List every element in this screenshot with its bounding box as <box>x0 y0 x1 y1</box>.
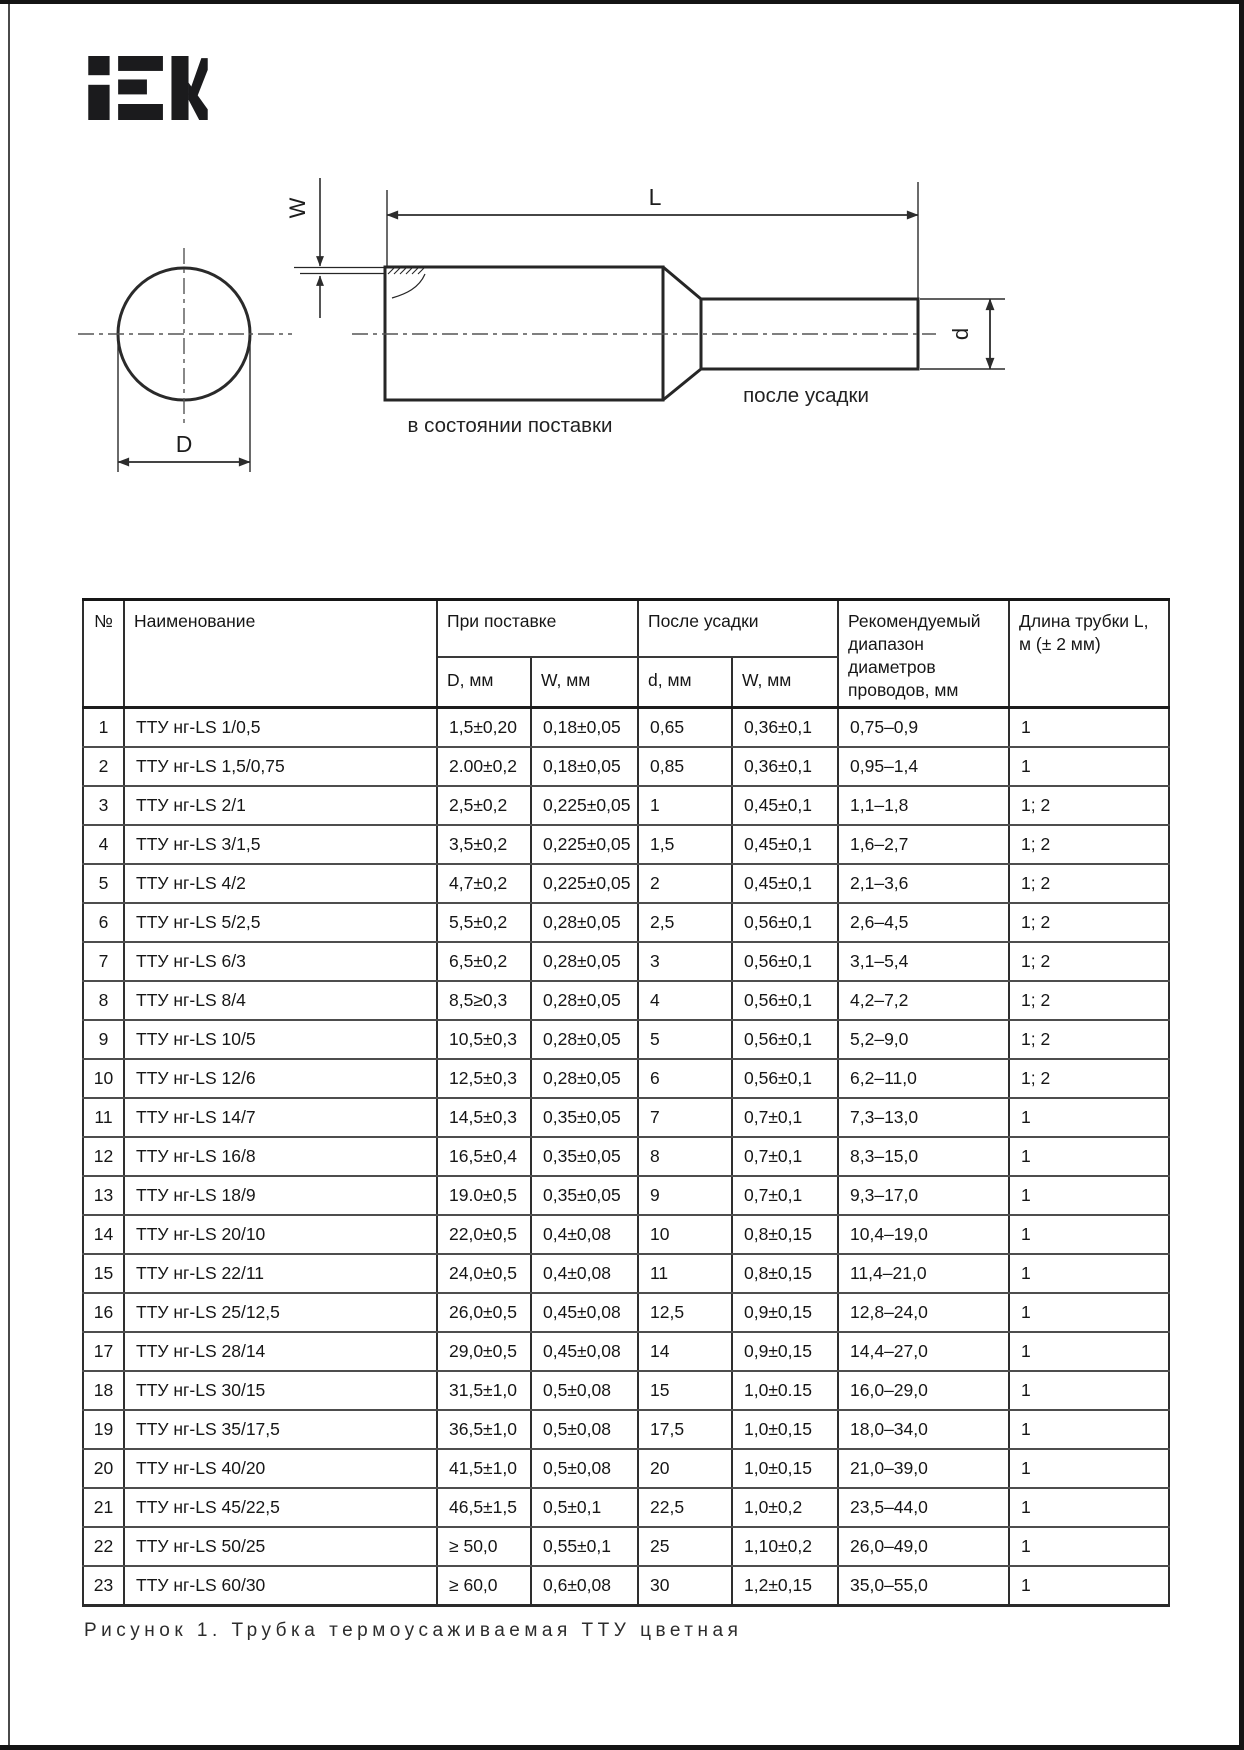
page-frame-bottom <box>0 1745 1244 1750</box>
cell-length: 1 <box>1009 1527 1169 1566</box>
table-row <box>83 1410 1169 1449</box>
col-header-after-group: После усадки <box>638 600 838 658</box>
tube-after-shrink <box>663 267 918 400</box>
table-row <box>83 1098 1169 1137</box>
cell-length: 1; 2 <box>1009 1020 1169 1059</box>
col-header-D-supply: D, мм <box>437 657 531 707</box>
dim-label-d: d <box>948 327 973 341</box>
table-row <box>83 786 1169 825</box>
cell-d_supply: 41,5±1,0 <box>437 1449 531 1488</box>
cell-d_supply: 26,0±0,5 <box>437 1293 531 1332</box>
cell-num: 9 <box>83 1020 124 1059</box>
cell-num: 20 <box>83 1449 124 1488</box>
cell-length: 1 <box>1009 708 1169 748</box>
label-supply-state: в состоянии поставки <box>407 414 613 437</box>
cell-w_supply: 0,5±0,1 <box>531 1488 638 1527</box>
cell-w_supply: 0,225±0,05 <box>531 825 638 864</box>
cell-w_supply: 0,5±0,08 <box>531 1410 638 1449</box>
cell-length: 1 <box>1009 1176 1169 1215</box>
cell-name: ТТУ нг-LS 4/2 <box>124 864 437 903</box>
table-row <box>83 942 1169 981</box>
cell-length: 1; 2 <box>1009 825 1169 864</box>
cell-name: ТТУ нг-LS 18/9 <box>124 1176 437 1215</box>
cell-w_supply: 0,35±0,05 <box>531 1098 638 1137</box>
cell-num: 3 <box>83 786 124 825</box>
cell-range: 7,3–13,0 <box>838 1098 1009 1137</box>
cell-d_after: 8 <box>638 1137 732 1176</box>
cell-range: 10,4–19,0 <box>838 1215 1009 1254</box>
cell-name: ТТУ нг-LS 8/4 <box>124 981 437 1020</box>
table-row <box>83 1488 1169 1527</box>
cell-d_supply: 6,5±0,2 <box>437 942 531 981</box>
table-row <box>83 1137 1169 1176</box>
cell-num: 1 <box>83 708 124 748</box>
cell-range: 26,0–49,0 <box>838 1527 1009 1566</box>
cell-length: 1 <box>1009 1332 1169 1371</box>
cell-d_supply: 1,5±0,20 <box>437 708 531 748</box>
cell-d_after: 17,5 <box>638 1410 732 1449</box>
cell-w_supply: 0,28±0,05 <box>531 1059 638 1098</box>
cell-w_after: 1,2±0,15 <box>732 1566 838 1606</box>
cell-d_after: 30 <box>638 1566 732 1606</box>
cell-range: 9,3–17,0 <box>838 1176 1009 1215</box>
cell-length: 1 <box>1009 1293 1169 1332</box>
cell-num: 8 <box>83 981 124 1020</box>
cell-length: 1 <box>1009 1137 1169 1176</box>
cell-d_after: 5 <box>638 1020 732 1059</box>
cell-name: ТТУ нг-LS 45/22,5 <box>124 1488 437 1527</box>
cell-d_supply: 8,5≥0,3 <box>437 981 531 1020</box>
technical-drawing <box>0 0 1244 500</box>
cell-range: 21,0–39,0 <box>838 1449 1009 1488</box>
cell-range: 11,4–21,0 <box>838 1254 1009 1293</box>
cell-length: 1 <box>1009 1410 1169 1449</box>
cell-range: 14,4–27,0 <box>838 1332 1009 1371</box>
col-header-supply-group: При поставке <box>437 600 638 658</box>
cell-w_after: 0,56±0,1 <box>732 942 838 981</box>
cell-d_after: 1 <box>638 786 732 825</box>
spec-table <box>82 598 1170 1607</box>
cell-w_after: 0,9±0,15 <box>732 1332 838 1371</box>
table-row <box>83 1176 1169 1215</box>
cell-num: 21 <box>83 1488 124 1527</box>
cell-w_after: 1,10±0,2 <box>732 1527 838 1566</box>
cell-w_supply: 0,5±0,08 <box>531 1371 638 1410</box>
table-row <box>83 708 1169 748</box>
cell-d_supply: 36,5±1,0 <box>437 1410 531 1449</box>
table-row <box>83 1059 1169 1098</box>
cell-name: ТТУ нг-LS 40/20 <box>124 1449 437 1488</box>
cell-num: 13 <box>83 1176 124 1215</box>
cell-d_after: 6 <box>638 1059 732 1098</box>
cell-name: ТТУ нг-LS 2/1 <box>124 786 437 825</box>
cell-range: 1,1–1,8 <box>838 786 1009 825</box>
cell-w_supply: 0,45±0,08 <box>531 1332 638 1371</box>
cell-d_after: 1,5 <box>638 825 732 864</box>
cell-num: 23 <box>83 1566 124 1606</box>
dim-label-W: W <box>285 197 310 219</box>
cell-num: 12 <box>83 1137 124 1176</box>
cell-w_supply: 0,28±0,05 <box>531 903 638 942</box>
cell-w_after: 0,56±0,1 <box>732 1020 838 1059</box>
cell-d_supply: 29,0±0,5 <box>437 1332 531 1371</box>
table-row <box>83 825 1169 864</box>
cell-d_supply: ≥ 60,0 <box>437 1566 531 1606</box>
table-row <box>83 1566 1169 1606</box>
cell-range: 2,6–4,5 <box>838 903 1009 942</box>
cell-num: 10 <box>83 1059 124 1098</box>
cell-d_after: 9 <box>638 1176 732 1215</box>
cell-name: ТТУ нг-LS 50/25 <box>124 1527 437 1566</box>
cell-num: 7 <box>83 942 124 981</box>
col-header-W-after: W, мм <box>732 657 838 707</box>
cell-w_supply: 0,18±0,05 <box>531 708 638 748</box>
cell-d_supply: 2.00±0,2 <box>437 747 531 786</box>
cell-length: 1; 2 <box>1009 864 1169 903</box>
cell-w_after: 0,45±0,1 <box>732 786 838 825</box>
cell-w_supply: 0,5±0,08 <box>531 1449 638 1488</box>
cell-range: 8,3–15,0 <box>838 1137 1009 1176</box>
table-row <box>83 1215 1169 1254</box>
table-row <box>83 1332 1169 1371</box>
cell-d_after: 14 <box>638 1332 732 1371</box>
cell-range: 1,6–2,7 <box>838 825 1009 864</box>
cell-w_supply: 0,4±0,08 <box>531 1254 638 1293</box>
cell-num: 2 <box>83 747 124 786</box>
cell-d_after: 4 <box>638 981 732 1020</box>
cell-num: 14 <box>83 1215 124 1254</box>
table-row <box>83 1254 1169 1293</box>
cell-w_after: 0,7±0,1 <box>732 1176 838 1215</box>
cell-num: 17 <box>83 1332 124 1371</box>
cell-w_supply: 0,28±0,05 <box>531 981 638 1020</box>
cell-length: 1; 2 <box>1009 1059 1169 1098</box>
cell-w_supply: 0,35±0,05 <box>531 1176 638 1215</box>
cell-d_after: 22,5 <box>638 1488 732 1527</box>
cell-w_supply: 0,4±0,08 <box>531 1215 638 1254</box>
cell-length: 1; 2 <box>1009 981 1169 1020</box>
cell-name: ТТУ нг-LS 5/2,5 <box>124 903 437 942</box>
cell-d_after: 12,5 <box>638 1293 732 1332</box>
cell-name: ТТУ нг-LS 35/17,5 <box>124 1410 437 1449</box>
cell-name: ТТУ нг-LS 12/6 <box>124 1059 437 1098</box>
cell-name: ТТУ нг-LS 22/11 <box>124 1254 437 1293</box>
figure-caption: Рисунок 1. Трубка термоусаживаемая ТТУ цветная <box>84 1620 743 1641</box>
cell-num: 6 <box>83 903 124 942</box>
col-header-range: Рекомендуемый диапазон диаметров проводов, мм <box>838 600 1009 708</box>
cell-d_after: 0,85 <box>638 747 732 786</box>
cell-range: 0,95–1,4 <box>838 747 1009 786</box>
table-row <box>83 981 1169 1020</box>
cell-name: ТТУ нг-LS 3/1,5 <box>124 825 437 864</box>
table-row <box>83 1449 1169 1488</box>
cell-d_supply: 4,7±0,2 <box>437 864 531 903</box>
cell-length: 1 <box>1009 1215 1169 1254</box>
cell-d_after: 10 <box>638 1215 732 1254</box>
cell-length: 1 <box>1009 1371 1169 1410</box>
cell-w_supply: 0,55±0,1 <box>531 1527 638 1566</box>
cell-w_after: 0,56±0,1 <box>732 981 838 1020</box>
cell-length: 1 <box>1009 747 1169 786</box>
cell-d_supply: 3,5±0,2 <box>437 825 531 864</box>
cell-length: 1; 2 <box>1009 903 1169 942</box>
cell-d_supply: 10,5±0,3 <box>437 1020 531 1059</box>
cell-w_supply: 0,35±0,05 <box>531 1137 638 1176</box>
cell-w_after: 0,45±0,1 <box>732 864 838 903</box>
cell-d_supply: 24,0±0,5 <box>437 1254 531 1293</box>
cell-length: 1 <box>1009 1098 1169 1137</box>
table-row <box>83 864 1169 903</box>
cell-d_after: 11 <box>638 1254 732 1293</box>
cell-d_supply: 16,5±0,4 <box>437 1137 531 1176</box>
cell-w_supply: 0,6±0,08 <box>531 1566 638 1606</box>
dim-label-D: D <box>175 431 193 457</box>
cell-d_supply: 19.0±0,5 <box>437 1176 531 1215</box>
table-row <box>83 1527 1169 1566</box>
cell-length: 1; 2 <box>1009 786 1169 825</box>
cell-w_after: 1,0±0,15 <box>732 1449 838 1488</box>
cell-range: 35,0–55,0 <box>838 1566 1009 1606</box>
cell-num: 15 <box>83 1254 124 1293</box>
cell-w_supply: 0,225±0,05 <box>531 786 638 825</box>
cell-num: 22 <box>83 1527 124 1566</box>
cell-d_after: 15 <box>638 1371 732 1410</box>
cell-w_after: 0,8±0,15 <box>732 1254 838 1293</box>
table-header <box>83 600 1169 708</box>
cell-w_supply: 0,45±0,08 <box>531 1293 638 1332</box>
cell-d_after: 25 <box>638 1527 732 1566</box>
table-row <box>83 1020 1169 1059</box>
cell-name: ТТУ нг-LS 28/14 <box>124 1332 437 1371</box>
cell-d_after: 2 <box>638 864 732 903</box>
col-header-length: Длина трубки L, м (± 2 мм) <box>1009 600 1169 708</box>
cell-length: 1 <box>1009 1449 1169 1488</box>
cell-w_supply: 0,28±0,05 <box>531 1020 638 1059</box>
cell-w_after: 1,0±0,15 <box>732 1410 838 1449</box>
cell-num: 16 <box>83 1293 124 1332</box>
cell-name: ТТУ нг-LS 20/10 <box>124 1215 437 1254</box>
cell-length: 1 <box>1009 1566 1169 1606</box>
cell-d_after: 0,65 <box>638 708 732 748</box>
cell-range: 4,2–7,2 <box>838 981 1009 1020</box>
cell-length: 1; 2 <box>1009 942 1169 981</box>
col-header-num: № <box>83 600 124 708</box>
cell-d_after: 2,5 <box>638 903 732 942</box>
cell-name: ТТУ нг-LS 25/12,5 <box>124 1293 437 1332</box>
cell-range: 18,0–34,0 <box>838 1410 1009 1449</box>
cell-w_after: 1,0±0.15 <box>732 1371 838 1410</box>
table-row <box>83 1293 1169 1332</box>
cell-w_after: 0,45±0,1 <box>732 825 838 864</box>
cell-name: ТТУ нг-LS 30/15 <box>124 1371 437 1410</box>
cell-d_after: 7 <box>638 1098 732 1137</box>
label-after-shrink: после усадки <box>743 384 869 407</box>
cell-w_after: 0,56±0,1 <box>732 1059 838 1098</box>
cell-d_supply: 46,5±1,5 <box>437 1488 531 1527</box>
cell-w_after: 1,0±0,2 <box>732 1488 838 1527</box>
table-row <box>83 903 1169 942</box>
cell-name: ТТУ нг-LS 6/3 <box>124 942 437 981</box>
cell-name: ТТУ нг-LS 1,5/0,75 <box>124 747 437 786</box>
cell-num: 5 <box>83 864 124 903</box>
cell-d_supply: 14,5±0,3 <box>437 1098 531 1137</box>
cell-num: 19 <box>83 1410 124 1449</box>
col-header-W-supply: W, мм <box>531 657 638 707</box>
cell-d_supply: 31,5±1,0 <box>437 1371 531 1410</box>
cell-range: 6,2–11,0 <box>838 1059 1009 1098</box>
cell-range: 2,1–3,6 <box>838 864 1009 903</box>
table-row <box>83 1371 1169 1410</box>
cell-w_after: 0,7±0,1 <box>732 1137 838 1176</box>
cell-length: 1 <box>1009 1254 1169 1293</box>
cell-d_supply: 5,5±0,2 <box>437 903 531 942</box>
table-body <box>83 708 1169 1606</box>
cell-w_after: 0,36±0,1 <box>732 747 838 786</box>
cell-num: 18 <box>83 1371 124 1410</box>
cell-w_supply: 0,18±0,05 <box>531 747 638 786</box>
cell-d_after: 20 <box>638 1449 732 1488</box>
cell-w_after: 0,8±0,15 <box>732 1215 838 1254</box>
cell-w_after: 0,36±0,1 <box>732 708 838 748</box>
cell-w_supply: 0,28±0,05 <box>531 942 638 981</box>
cell-name: ТТУ нг-LS 10/5 <box>124 1020 437 1059</box>
cell-name: ТТУ нг-LS 16/8 <box>124 1137 437 1176</box>
cell-w_after: 0,9±0,15 <box>732 1293 838 1332</box>
dim-label-L: L <box>648 184 662 210</box>
cell-w_supply: 0,225±0,05 <box>531 864 638 903</box>
cell-length: 1 <box>1009 1488 1169 1527</box>
cell-w_after: 0,7±0,1 <box>732 1098 838 1137</box>
col-header-name: Наименование <box>124 600 437 708</box>
cell-d_after: 3 <box>638 942 732 981</box>
cell-name: ТТУ нг-LS 60/30 <box>124 1566 437 1606</box>
cell-name: ТТУ нг-LS 1/0,5 <box>124 708 437 748</box>
cell-range: 0,75–0,9 <box>838 708 1009 748</box>
cell-range: 5,2–9,0 <box>838 1020 1009 1059</box>
cell-d_supply: 12,5±0,3 <box>437 1059 531 1098</box>
cell-d_supply: 2,5±0,2 <box>437 786 531 825</box>
cell-w_after: 0,56±0,1 <box>732 903 838 942</box>
cell-num: 4 <box>83 825 124 864</box>
cell-name: ТТУ нг-LS 14/7 <box>124 1098 437 1137</box>
cell-range: 12,8–24,0 <box>838 1293 1009 1332</box>
cell-d_supply: ≥ 50,0 <box>437 1527 531 1566</box>
cell-range: 3,1–5,4 <box>838 942 1009 981</box>
table-row <box>83 747 1169 786</box>
cell-range: 23,5–44,0 <box>838 1488 1009 1527</box>
cell-num: 11 <box>83 1098 124 1137</box>
cell-range: 16,0–29,0 <box>838 1371 1009 1410</box>
col-header-d-after: d, мм <box>638 657 732 707</box>
cell-d_supply: 22,0±0,5 <box>437 1215 531 1254</box>
